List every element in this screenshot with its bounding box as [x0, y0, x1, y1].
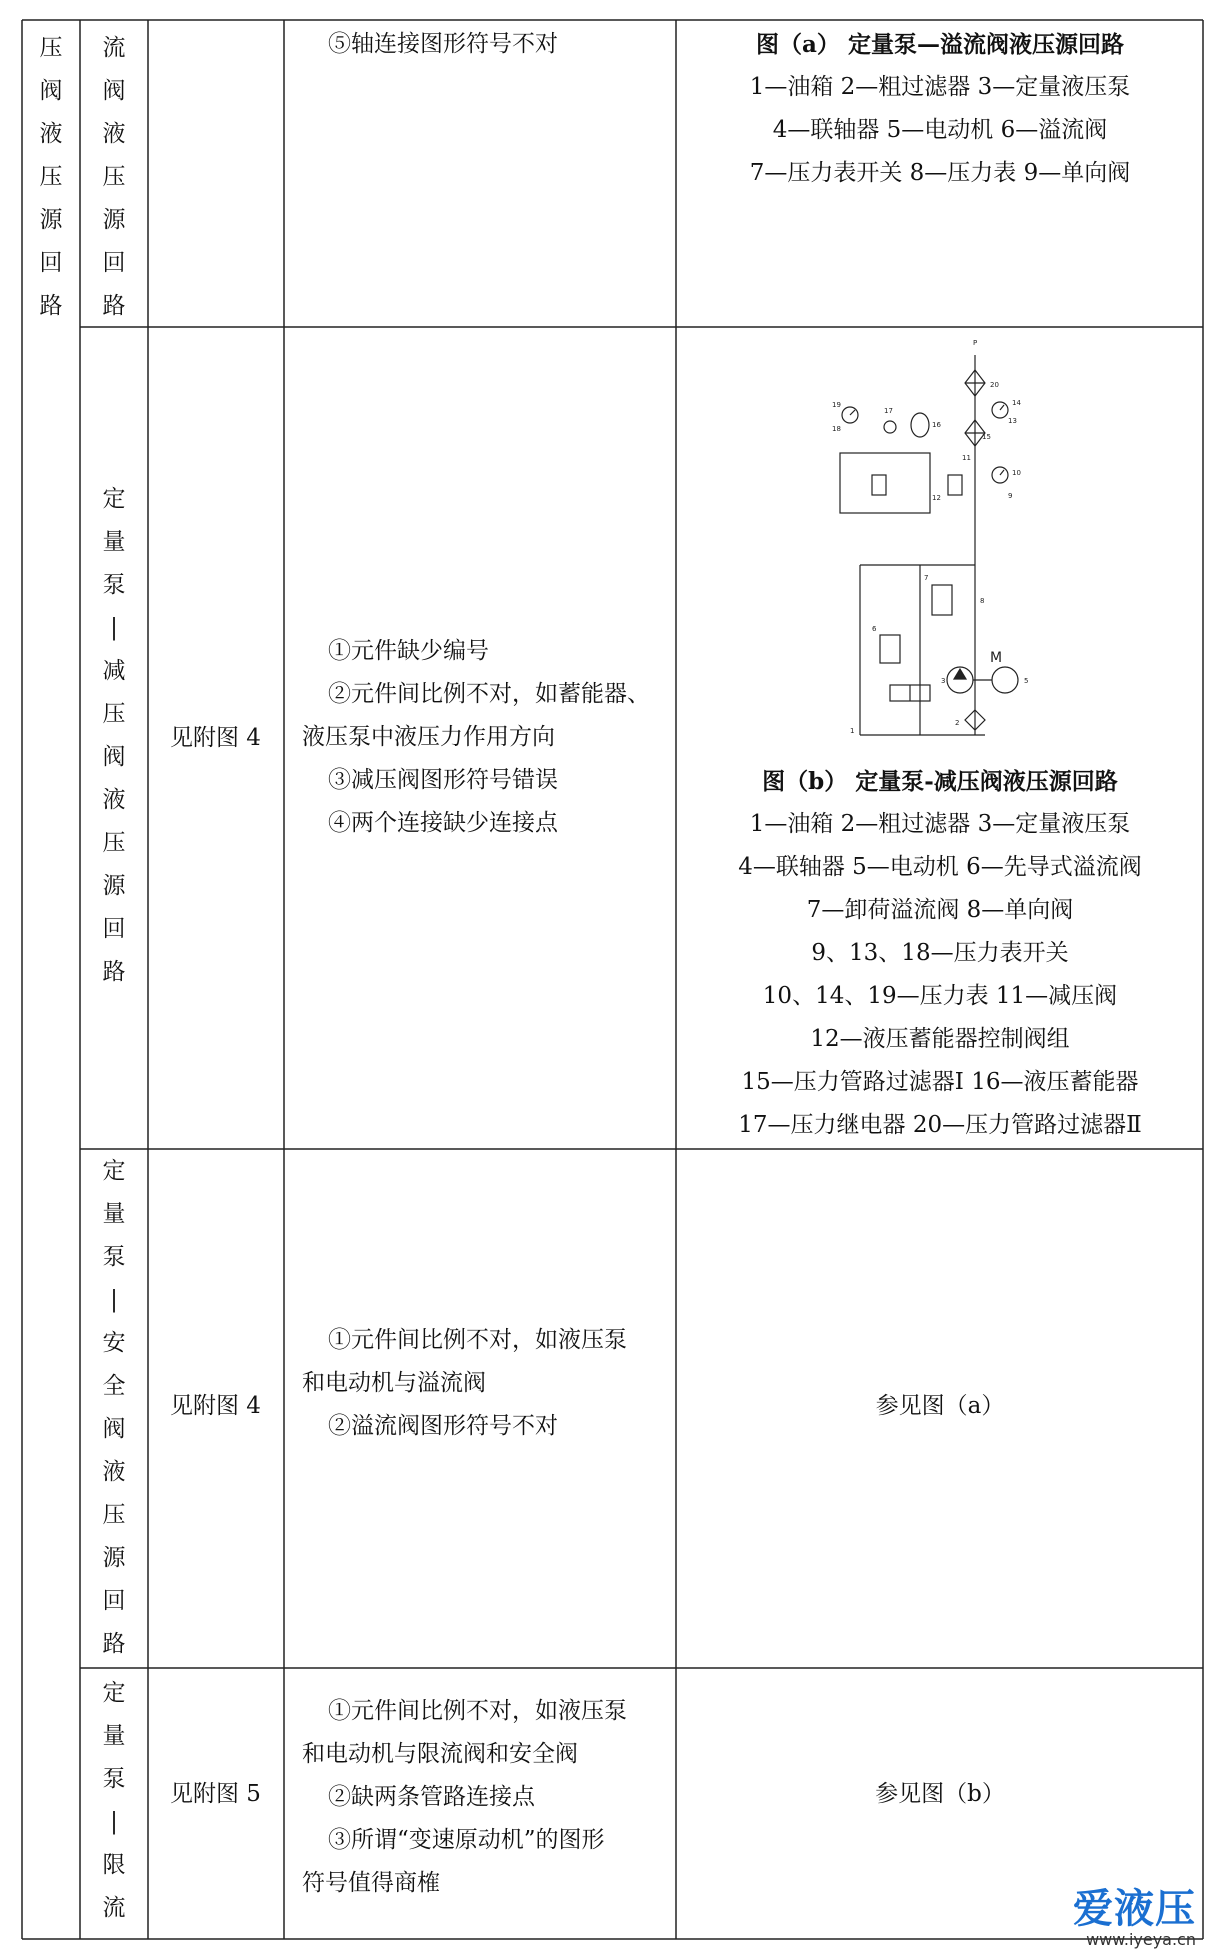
svg-text:9: 9	[1008, 492, 1013, 500]
row2-name: 定 量 泵 | 减 压 阀 液 压 源 回 路	[102, 486, 126, 985]
svg-text:3: 3	[941, 677, 946, 685]
row4-name: 定 量 泵 | 限 流	[102, 1680, 126, 1921]
diagram-labels	[832, 339, 1028, 735]
row4-figure-ref: 参见图（b）	[875, 1781, 1005, 1807]
watermark-brand: 爱液压	[1073, 1886, 1196, 1932]
svg-text:2: 2	[955, 719, 960, 727]
svg-text:6: 6	[872, 625, 877, 633]
svg-text:M: M	[989, 650, 1003, 666]
svg-text:7: 7	[924, 574, 929, 582]
hydraulic-circuit-diagram	[820, 335, 1070, 740]
svg-text:11: 11	[962, 454, 971, 462]
row3-name: 定 量 泵 | 安 全 阀 液 压 源 回 路	[102, 1158, 126, 1657]
row2-issue: ③减压阀图形符号错误	[328, 767, 558, 793]
svg-text:16: 16	[932, 421, 941, 429]
row2-issue: ④两个连接缺少连接点	[328, 810, 558, 836]
row3-reference: 见附图 4	[170, 1393, 261, 1419]
row4-issue: ③所谓“变速原动机”的图形	[328, 1827, 605, 1853]
figure-b-title: 图（b） 定量泵-减压阀液压源回路	[762, 768, 1118, 795]
figure-b-legend-line: 15—压力管路过滤器Ⅰ 16—液压蓄能器	[741, 1069, 1139, 1095]
row4-issue: ②缺两条管路连接点	[328, 1784, 535, 1810]
figure-a-legend-line: 1—油箱 2—粗过滤器 3—定量液压泵	[749, 74, 1131, 100]
svg-text:P: P	[973, 339, 978, 347]
row4-issue: 和电动机与限流阀和安全阀	[302, 1741, 578, 1767]
row3-issue: ②溢流阀图形符号不对	[328, 1413, 558, 1439]
svg-text:17: 17	[884, 407, 893, 415]
svg-text:20: 20	[990, 381, 999, 389]
figure-b-legend-line: 17—压力继电器 20—压力管路过滤器Ⅱ	[738, 1112, 1142, 1138]
figure-b-legend-line: 9、13、18—压力表开关	[811, 940, 1069, 966]
svg-text:14: 14	[1012, 399, 1021, 407]
svg-text:13: 13	[1008, 417, 1017, 425]
svg-text:10: 10	[1012, 469, 1021, 477]
row2-issue: ②元件间比例不对，如蓄能器、	[328, 681, 650, 707]
category-label: 压 阀 液 压 源 回 路	[39, 35, 63, 319]
site-watermark	[1073, 1887, 1196, 1949]
figure-b-legend-line: 4—联轴器 5—电动机 6—先导式溢流阀	[738, 854, 1142, 880]
row4-issue: ①元件间比例不对，如液压泵	[328, 1698, 627, 1724]
svg-text:8: 8	[980, 597, 985, 605]
row1-name: 流 阀 液 压 源 回 路	[102, 35, 126, 319]
row2-issue: 液压泵中液压力作用方向	[302, 724, 555, 750]
row2-reference: 见附图 4	[170, 725, 261, 751]
figure-b-legend-line: 10、14、19—压力表 11—减压阀	[762, 983, 1118, 1009]
figure-b-legend-line: 1—油箱 2—粗过滤器 3—定量液压泵	[749, 811, 1131, 837]
svg-text:5: 5	[1024, 677, 1029, 685]
svg-text:19: 19	[832, 401, 841, 409]
watermark-url: www.iyeya.cn	[1086, 1930, 1196, 1949]
svg-text:12: 12	[932, 494, 941, 502]
figure-a-title: 图（a） 定量泵—溢流阀液压源回路	[756, 31, 1124, 58]
row3-issue: ①元件间比例不对，如液压泵	[328, 1327, 627, 1353]
row4-reference: 见附图 5	[170, 1781, 261, 1807]
figure-a-legend-line: 4—联轴器 5—电动机 6—溢流阀	[772, 117, 1108, 143]
row3-issue: 和电动机与溢流阀	[302, 1370, 486, 1396]
svg-text:18: 18	[832, 425, 841, 433]
row1-issue: ⑤轴连接图形符号不对	[328, 31, 558, 57]
row4-issue: 符号值得商榷	[302, 1870, 440, 1896]
svg-text:1: 1	[850, 727, 855, 735]
row3-figure-ref: 参见图（a）	[875, 1393, 1005, 1419]
figure-a-legend-line: 7—压力表开关 8—压力表 9—单向阀	[749, 160, 1131, 186]
figure-b-legend-line: 7—卸荷溢流阀 8—单向阀	[806, 897, 1074, 923]
row2-issue: ①元件缺少编号	[328, 638, 489, 664]
svg-text:15: 15	[982, 433, 991, 441]
figure-b-legend-line: 12—液压蓄能器控制阀组	[810, 1026, 1070, 1052]
